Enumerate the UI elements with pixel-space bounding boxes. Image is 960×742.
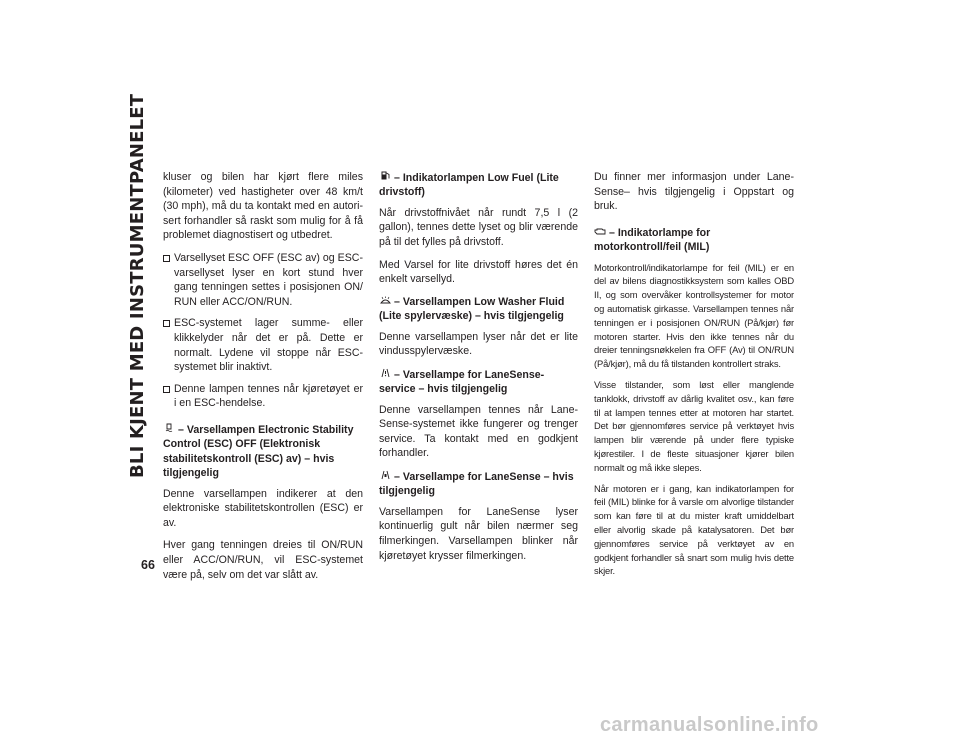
lanesense-heading-text: – Varsellampe for LaneSense – hvis tilgjengelig	[379, 470, 574, 498]
fuel-pump-icon	[379, 170, 391, 185]
washer-fluid-icon	[379, 295, 391, 309]
chapter-side-title: BLI KJENT MED INSTRUMENTPANELET	[127, 93, 148, 478]
list-item-text: ESC-systemet lager summe- eller klikkelyder når det er på. Dette er normalt. Lydene vil stoppe når ESC-systemet blir inaktivt.	[174, 317, 363, 374]
checkbox-bullet-icon	[163, 320, 170, 327]
mil-paragraph: Visse tilstander, som løst eller manglende tanklokk, drivstoff av dårlig kvalitet osv., kan føre til at lampen tennes etter at motoren har startet. Det bør gjennomføres service på verktøyet hvis lampen blir værende på under flere typiske kjørestiler. I de fleste situasjoner kjører bilen normalt og må ikke slepes.	[594, 378, 794, 473]
mil-heading	[594, 226, 794, 255]
low-fuel-paragraph: Med Varsel for lite drivstoff høres det én enkelt varsellyd.	[379, 258, 578, 286]
intro-paragraph: kluser og bilen har kjørt flere miles (kilometer) ved hastigheter over 48 km/t (30 mph), må du ta kontakt med en autorisert forhandler så raskt som mulig for å få problemet diagnostisert og utbedret.	[163, 171, 363, 242]
column-3	[594, 170, 794, 585]
mil-paragraph: Motorkontroll/indikatorlampe for feil (MIL) er en del av bilens diagnostikksystem som kalles OBD II, og som overvåker kontrollsystemer for motor og automatisk girkasse. Varsellampen tennes når tenningen er i posisjonen ON/RUN (På/kjør) før motoren starter. Hvis den ikke tennes når du dreier tenningsnøkkelen fra OFF (Av) til ON/RUN (På/kjør), må du få tilstanden kontrollert straks.	[594, 261, 794, 370]
lanesense-heading	[379, 469, 578, 499]
mil-heading-text: – Indikatorlampe for motorkontroll/feil (MIL)	[594, 226, 711, 254]
low-fuel-heading-text: – Indikatorlampen Low Fuel (Lite drivstoff)	[379, 172, 559, 199]
lanesense-service-heading-text: – Varsellampe for LaneSense-service – hvis tilgjengelig	[379, 368, 545, 396]
mil-paragraph: Når motoren er i gang, kan indikatorlampen for feil (MIL) blinke for å varsle om alvorlige tilstander som kan føre til at du mister kraft umiddelbart eller alvorlig skade på katalysatoren. Det bør gjennomføres service på verktøyet av en godkjent forhandler så snart som mulig hvis dette skjer.	[594, 482, 794, 577]
low-washer-heading-text: – Varsellampen Low Washer Fluid (Lite spylervæske) – hvis tilgjengelig	[379, 295, 565, 323]
more-info-paragraph: Du finner mer informasjon under LaneSense– hvis tilgjengelig i Oppstart og bruk.	[594, 171, 794, 213]
site-watermark: carmanualsonline.info	[600, 714, 819, 736]
esc-off-heading-text: – Varsellampen Electronic Stability Control (ESC) OFF (Elektronisk stabilitetskontroll (ESC) av) – hvis tilgjengelig	[163, 423, 354, 480]
low-washer-heading	[379, 295, 578, 324]
esc-off-paragraph: Hver gang tenningen dreies til ON/RUN eller ACC/ON/RUN, vil ESC-systemet være på, selv om det var slått av.	[163, 539, 363, 581]
page-number: 66	[141, 558, 155, 572]
list-item	[163, 316, 363, 374]
esc-off-icon	[163, 423, 175, 437]
lanesense-service-paragraph: Denne varsellampen tennes når LaneSense-systemet ikke fungerer og trenger service. Ta kontakt med en godkjent forhandler.	[379, 403, 578, 460]
bullet-list	[163, 251, 363, 411]
list-item	[163, 382, 363, 411]
checkbox-bullet-icon	[163, 255, 170, 262]
low-fuel-heading	[379, 170, 578, 200]
lanesense-service-heading	[379, 367, 578, 397]
list-item-text: Varsellyset ESC OFF (ESC av) og ESC-varsellyset lyser en kort stund hver gang tenningen settes i posisjonen ON/ RUN eller ACC/ON/RUN.	[174, 251, 363, 308]
column-2	[379, 170, 578, 571]
list-item-text: Denne lampen tennes når kjøretøyet er i en ESC-hendelse.	[174, 382, 363, 410]
esc-off-heading	[163, 423, 363, 481]
low-washer-paragraph: Denne varsellampen lyser når det er lite vindusspylervæske.	[379, 330, 578, 358]
lanesense-icon	[379, 469, 391, 484]
column-1	[163, 170, 363, 590]
lanesense-service-icon	[379, 367, 391, 382]
list-item	[163, 251, 363, 309]
lanesense-paragraph: Varsellampen for LaneSense lyser kontinuerlig gult når bilen nærmer seg filmerkingen. Varsellampen blinker når kjøretøyet krysser filmerkingen.	[379, 505, 578, 562]
low-fuel-paragraph: Når drivstoffnivået når rundt 7,5 l (2 gallon), tennes dette lyset og blir værende på til det fylles på drivstoff.	[379, 206, 578, 248]
checkbox-bullet-icon	[163, 386, 170, 393]
engine-check-icon	[594, 226, 606, 240]
esc-off-paragraph: Denne varsellampen indikerer at den elektroniske stabilitetskontrollen (ESC) er av.	[163, 487, 363, 529]
